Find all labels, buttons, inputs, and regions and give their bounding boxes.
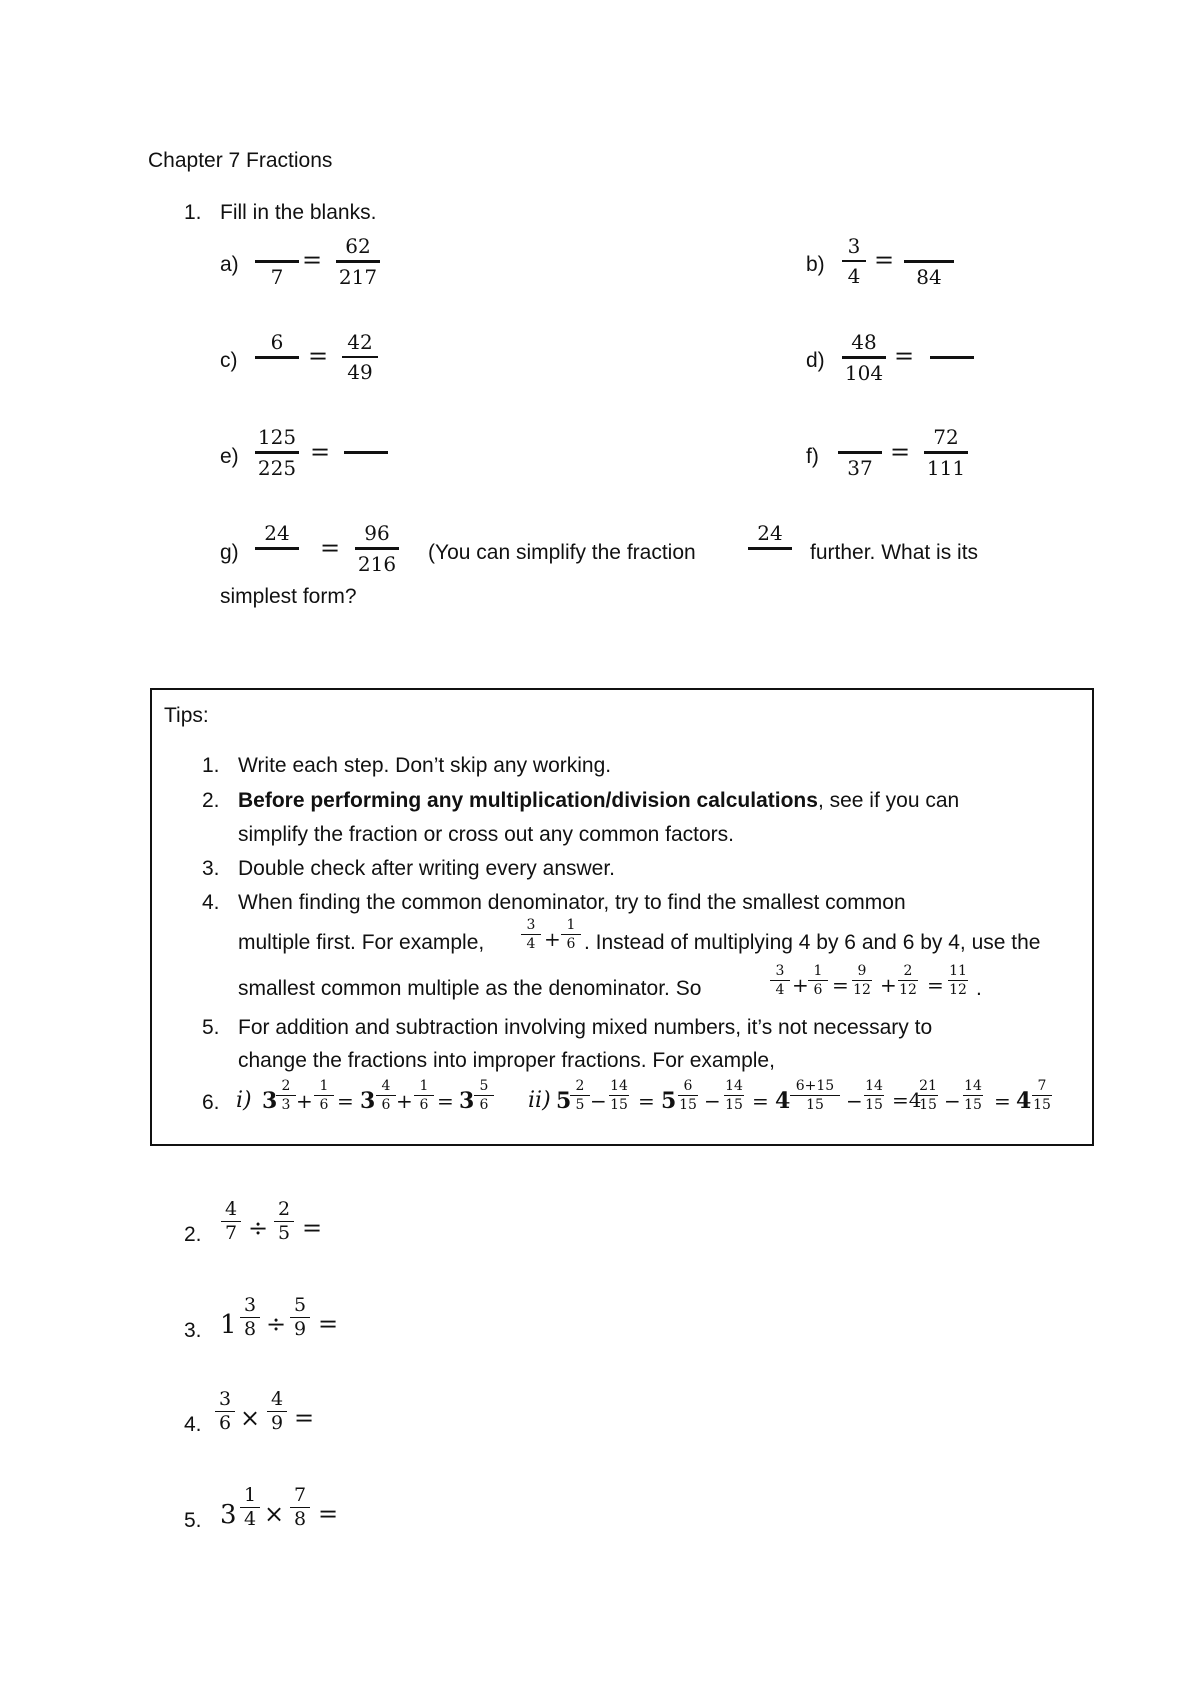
item-f-label: f) xyxy=(806,445,819,468)
tip-6-part-ii-label: ii) xyxy=(528,1088,551,1113)
item-c-right-numerator: 42 xyxy=(347,330,373,354)
question-2-number: 2. xyxy=(184,1223,202,1246)
fraction: 1 4 xyxy=(240,1486,260,1529)
item-d-right-fraction xyxy=(930,332,974,383)
multiply-sign: × xyxy=(240,1404,261,1432)
divide-sign: ÷ xyxy=(266,1310,287,1338)
item-g-right-fraction xyxy=(355,523,399,574)
item-b-right-fraction xyxy=(904,236,954,287)
item-e-left-numerator: 125 xyxy=(257,425,297,449)
tip-4-example-frac-b: 1 6 xyxy=(561,918,581,951)
item-d-left-denominator: 104 xyxy=(844,361,884,385)
question-1-number: 1. xyxy=(184,201,202,224)
tip-4-period: . xyxy=(976,977,982,1000)
equals-sign: = xyxy=(308,342,329,370)
mixed-whole: 3 xyxy=(220,1500,237,1530)
tip-4-so-frac-b: 1 6 xyxy=(808,964,828,997)
fraction: 14 15 xyxy=(964,1078,982,1113)
item-d-left-fraction xyxy=(842,332,886,383)
tip-4-so-frac-e: 11 12 xyxy=(949,963,967,998)
tip-4-line2-end: . Instead of multiplying 4 by 6 and 6 by 4, use the xyxy=(584,931,1041,954)
question-5-number: 5. xyxy=(184,1509,202,1532)
item-g-note-numerator: 24 xyxy=(757,521,783,545)
equals-sign: = xyxy=(832,973,849,997)
item-a-left-fraction xyxy=(255,236,299,287)
tip-4-line3-start: smallest common multiple as the denominator. So xyxy=(238,977,702,1000)
item-f-left-fraction xyxy=(838,427,882,478)
item-b-left-denominator: 4 xyxy=(847,264,861,288)
equals-sign: = xyxy=(752,1089,769,1113)
equals-sign: = xyxy=(994,1089,1011,1113)
fraction: 1 6 xyxy=(414,1079,434,1112)
tip-2-number: 2. xyxy=(202,789,220,812)
fraction: 4 6 xyxy=(376,1079,396,1112)
question-3-number: 3. xyxy=(184,1319,202,1342)
item-f-right-denominator: 111 xyxy=(926,456,966,480)
fraction: 7 8 xyxy=(290,1486,310,1529)
minus-sign: − xyxy=(704,1089,721,1113)
plus-sign: + xyxy=(544,927,561,951)
equals-sign: = xyxy=(318,1500,339,1528)
minus-sign: − xyxy=(846,1089,863,1113)
tip-3-number: 3. xyxy=(202,857,220,880)
equals-sign: = xyxy=(890,438,911,466)
fraction: 21 15 xyxy=(919,1078,937,1113)
plus-sign: + xyxy=(296,1089,313,1113)
tip-5-number: 5. xyxy=(202,1016,220,1039)
equals-sign: = xyxy=(302,246,323,274)
equals-sign: = xyxy=(894,342,915,370)
equals-sign: = xyxy=(874,246,895,274)
plus-sign: + xyxy=(880,973,897,997)
mixed-whole: 5 xyxy=(661,1088,677,1114)
plus-sign: + xyxy=(792,973,809,997)
divide-sign: ÷ xyxy=(248,1214,269,1242)
fraction: 14 15 xyxy=(865,1078,883,1113)
item-g-note-fraction xyxy=(748,523,792,574)
equals-sign: = xyxy=(437,1089,454,1113)
equals-sign: = xyxy=(320,534,341,562)
item-a-right-fraction xyxy=(336,236,380,287)
fraction: 3 6 xyxy=(215,1390,235,1433)
tip-1-text: Write each step. Don’t skip any working. xyxy=(238,754,612,777)
item-c-right-fraction xyxy=(342,332,378,382)
item-b-right-denominator: 84 xyxy=(916,265,942,289)
tip-1-number: 1. xyxy=(202,754,220,777)
mixed-whole: 5 xyxy=(556,1088,572,1114)
plus-sign: + xyxy=(396,1089,413,1113)
item-e-left-fraction xyxy=(255,427,299,478)
item-f-right-numerator: 72 xyxy=(933,425,959,449)
question-1-instruction: Fill in the blanks. xyxy=(220,201,377,224)
item-g-left-fraction xyxy=(255,523,299,574)
mixed-whole: 3 xyxy=(262,1088,278,1114)
fraction: 6+15 15 xyxy=(790,1079,840,1112)
mixed-whole: 3 xyxy=(360,1088,376,1114)
item-e-label: e) xyxy=(220,445,239,468)
tip-4-so-frac-d: 2 12 xyxy=(899,963,917,998)
mixed-whole: 1 xyxy=(220,1310,237,1340)
fraction: 2 5 xyxy=(274,1200,294,1243)
item-e-left-denominator: 225 xyxy=(257,456,297,480)
fraction: 6 15 xyxy=(679,1078,697,1113)
tip-2-rest: , see if you can xyxy=(817,789,960,812)
tip-4-line2-start: multiple first. For example, xyxy=(238,931,485,954)
fraction: 5 6 xyxy=(474,1079,494,1112)
fraction: 4 7 xyxy=(221,1200,241,1243)
tip-4-so-frac-c: 9 12 xyxy=(853,963,871,998)
fraction: 14 15 xyxy=(610,1078,628,1113)
item-a-left-denominator: 7 xyxy=(270,265,284,289)
equals-sign: = xyxy=(337,1089,354,1113)
mixed-whole: 3 xyxy=(459,1088,475,1114)
tip-4-number: 4. xyxy=(202,891,220,914)
item-a-right-denominator: 217 xyxy=(338,265,378,289)
tip-2-bold-text: Before performing any multiplication/division calculations xyxy=(238,789,818,812)
item-b-left-fraction xyxy=(842,236,866,286)
tip-2-text xyxy=(238,790,959,811)
fraction: 5 9 xyxy=(290,1296,310,1339)
tip-5-line2: change the fractions into improper fractions. For example, xyxy=(238,1049,775,1072)
fraction: 3 8 xyxy=(240,1296,260,1339)
equals-sign: = xyxy=(318,1310,339,1338)
item-a-right-numerator: 62 xyxy=(345,234,371,258)
equals-sign: = xyxy=(927,973,944,997)
equals-sign: =4 xyxy=(892,1088,922,1112)
tip-4-so-frac-a: 3 4 xyxy=(770,964,790,997)
fraction: 7 15 xyxy=(1033,1078,1051,1113)
item-c-right-denominator: 49 xyxy=(347,360,373,384)
tip-6-number: 6. xyxy=(202,1091,220,1114)
tip-2-line2: simplify the fraction or cross out any common factors. xyxy=(238,823,735,846)
item-c-left-fraction xyxy=(255,332,299,383)
item-f-left-denominator: 37 xyxy=(847,456,873,480)
item-c-left-numerator: 6 xyxy=(270,330,284,354)
tip-6-part-i-label: i) xyxy=(236,1088,252,1113)
item-d-label: d) xyxy=(806,349,825,372)
multiply-sign: × xyxy=(264,1500,285,1528)
item-g-label: g) xyxy=(220,541,239,564)
tips-heading: Tips: xyxy=(164,704,209,727)
tip-3-text: Double check after writing every answer. xyxy=(238,857,616,880)
tip-4-text: When finding the common denominator, try to find the smallest common xyxy=(238,891,906,914)
item-f-right-fraction xyxy=(924,427,968,478)
equals-sign: = xyxy=(638,1089,655,1113)
mixed-whole: 4 xyxy=(1016,1088,1032,1114)
minus-sign: − xyxy=(944,1089,961,1113)
item-g-right-denominator: 216 xyxy=(357,552,397,576)
fraction: 2 5 xyxy=(570,1079,590,1112)
item-c-label: c) xyxy=(220,349,238,372)
minus-sign: − xyxy=(590,1089,607,1113)
equals-sign: = xyxy=(294,1404,315,1432)
item-g-left-numerator: 24 xyxy=(264,521,290,545)
tip-5-text: For addition and subtraction involving mixed numbers, it’s not necessary to xyxy=(238,1016,933,1039)
fraction: 2 3 xyxy=(276,1079,296,1112)
equals-sign: = xyxy=(310,438,331,466)
item-g-note: (You can simplify the fraction xyxy=(428,541,696,564)
item-d-left-numerator: 48 xyxy=(851,330,877,354)
equals-sign: = xyxy=(302,1214,323,1242)
fraction: 14 15 xyxy=(725,1078,743,1113)
item-a-label: a) xyxy=(220,253,239,276)
mixed-whole: 4 xyxy=(775,1088,791,1114)
tip-4-example-frac-a: 3 4 xyxy=(521,918,541,951)
item-b-label: b) xyxy=(806,253,825,276)
question-4-number: 4. xyxy=(184,1413,202,1436)
item-e-right-fraction xyxy=(344,427,388,478)
fraction: 1 6 xyxy=(314,1079,334,1112)
item-g-right-numerator: 96 xyxy=(364,521,390,545)
fraction: 4 9 xyxy=(267,1390,287,1433)
item-b-left-numerator: 3 xyxy=(847,234,861,258)
item-g-note-continued: further. What is its xyxy=(810,541,979,564)
page-title: Chapter 7 Fractions xyxy=(148,149,333,172)
item-g-note-line2: simplest form? xyxy=(220,585,357,608)
